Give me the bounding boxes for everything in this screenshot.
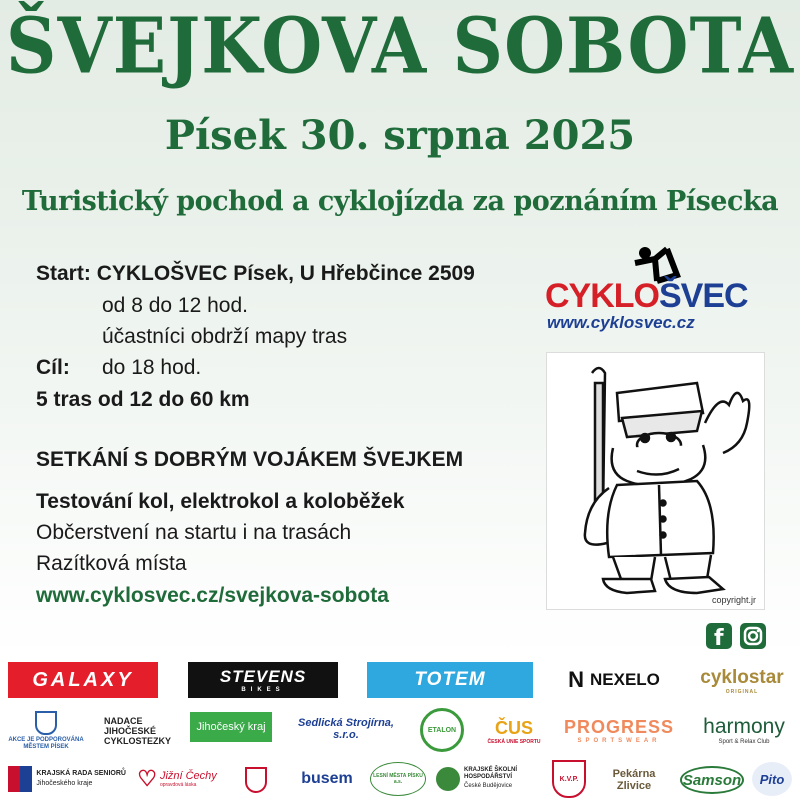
finish-label: Cíl: xyxy=(36,356,70,379)
finish-line xyxy=(36,356,201,380)
start-line xyxy=(36,262,475,286)
khs-icon xyxy=(436,767,460,791)
start-label: Start: xyxy=(36,262,91,285)
sponsor-cus: ČUS ČESKÁ UNIE SPORTU xyxy=(487,717,541,745)
sponsor-sedlicka: Sedlická Strojírna, s.r.o. xyxy=(298,717,394,741)
sponsor-progress: PROGRESS SPORTSWEAR xyxy=(563,716,675,744)
copyright-note: copyright.jr xyxy=(711,595,756,605)
heart-icon: ♡ xyxy=(137,766,157,791)
routes-info: 5 tras od 12 do 60 km xyxy=(36,388,250,411)
refreshment-info: Občerstvení na startu i na trasách xyxy=(36,521,352,544)
testing-info: Testování kol, elektrokol a koloběžek xyxy=(36,490,405,513)
sponsor-nexelo: N NEXELO xyxy=(568,667,660,692)
cyklosvec-url[interactable]: www.cyklosvec.cz xyxy=(547,313,695,332)
sponsor-totem: TOTEM xyxy=(367,662,533,698)
town-crest-icon xyxy=(238,762,274,798)
instagram-icon[interactable] xyxy=(740,623,766,649)
svejk-illustration xyxy=(546,352,765,610)
page-title: ŠVEJKOVA SOBOTA xyxy=(5,0,795,92)
sponsor-etalon: ETALON xyxy=(420,708,464,752)
sponsor-nadace: NADACE JIHOČESKÉ CYKLOSTEZKY xyxy=(104,716,172,746)
nexelo-icon: N xyxy=(568,667,584,692)
sponsor-lesni-mesta: LESNÍ MĚSTA PÍSKU a.s. xyxy=(370,762,426,796)
sponsor-cyklostar: cyklostar ORIGINAL xyxy=(700,667,784,695)
sponsor-pekarna: Pekárna Zlivice xyxy=(612,768,656,792)
sponsors-strip xyxy=(0,658,800,800)
rsr-icon xyxy=(8,766,32,792)
start-time: od 8 do 12 hod. xyxy=(102,294,248,317)
start-note: účastníci obdrží mapy tras xyxy=(102,325,348,348)
cyklosvec-name: CYKLOŠVEC xyxy=(545,277,748,315)
stamps-info: Razítková místa xyxy=(36,552,187,575)
cus-icon: ČUS xyxy=(494,717,533,738)
sponsor-stevens: STEVENS BIKES xyxy=(188,662,338,698)
sponsor-rsr: KRAJSKÁ RADA SENIORŮ Jihočeského kraje xyxy=(8,764,126,794)
sponsor-harmony: harmony Sport & Relax Club xyxy=(703,715,785,745)
event-url-link[interactable]: www.cyklosvec.cz/svejkova-sobota xyxy=(36,584,389,607)
sponsor-pisek: AKCE JE PODPOROVÁNA MĚSTEM PÍSEK xyxy=(4,710,88,752)
sponsor-busem: busem xyxy=(301,770,353,787)
event-date: Písek 30. srpna 2025 xyxy=(164,112,636,159)
svg-text:f: f xyxy=(714,626,724,649)
pisek-crest-icon xyxy=(35,711,57,735)
sponsor-jizni-cechy: ♡ Jižní Čechy opravdová láska xyxy=(137,766,217,791)
start-place: CYKLOŠVEC Písek, U Hřebčince 2509 xyxy=(96,262,475,285)
sponsor-samson: Samson xyxy=(680,766,744,794)
facebook-icon[interactable] xyxy=(706,623,732,649)
sponsor-jihocesky-kraj: Jihočeský kraj xyxy=(190,712,272,742)
sponsor-khs: KRAJSKÉ ŠKOLNÍ HOSPODÁŘSTVÍ České Budějovice xyxy=(436,764,546,794)
sponsor-pito: Pito xyxy=(752,762,792,796)
sponsor-galaxy: GALAXY xyxy=(8,662,158,698)
sponsor-kvp: K.V.P. xyxy=(552,760,586,798)
event-subtitle: Turistický pochod a cyklojízda za poznáním Písecka xyxy=(21,186,779,217)
meeting-info: SETKÁNÍ S DOBRÝM VOJÁKEM ŠVEJKEM xyxy=(36,448,464,471)
svejk-drawing xyxy=(547,353,766,611)
finish-time: do 18 hod. xyxy=(102,356,202,379)
cyklosvec-logo xyxy=(545,245,770,335)
